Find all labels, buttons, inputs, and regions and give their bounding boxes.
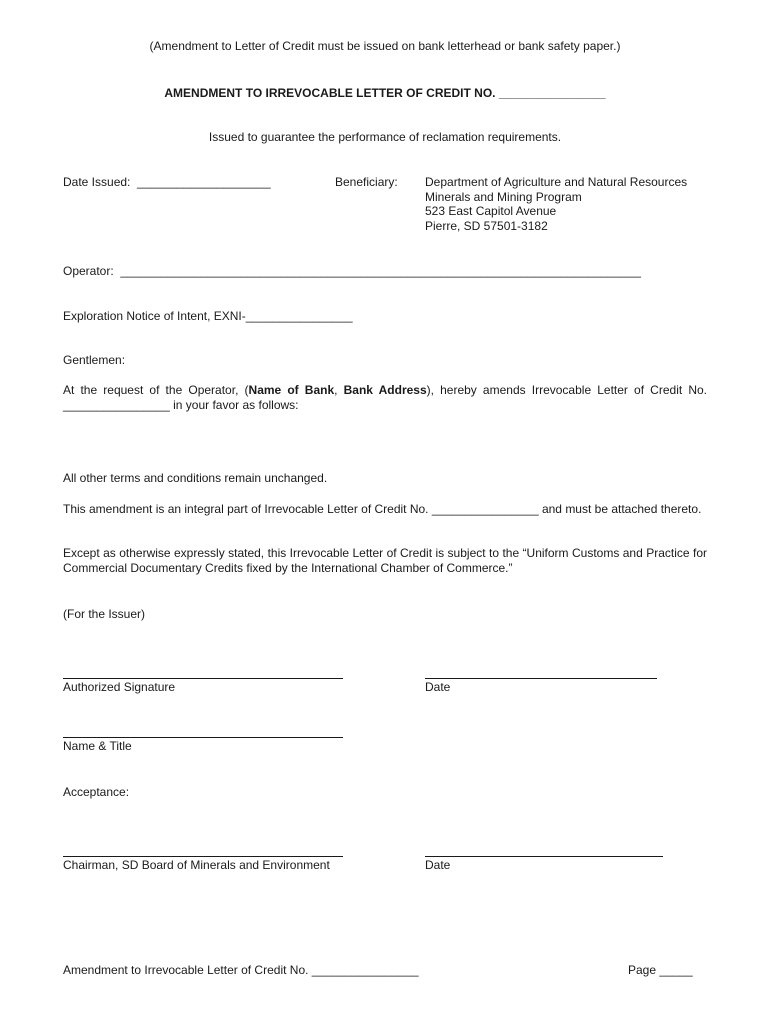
date-line-2 bbox=[425, 856, 663, 857]
request-separator: , bbox=[334, 383, 344, 397]
terms-unchanged: All other terms and conditions remain unchanged. bbox=[63, 471, 328, 485]
for-issuer-label: (For the Issuer) bbox=[63, 607, 146, 621]
ucp-paragraph: Except as otherwise expressly stated, this Irrevocable Letter of Credit is subject to the “Uniform Customs and Practice for Commercial Documentary Credits fixed by the International Chamber of Commerce.” bbox=[63, 546, 707, 575]
request-prefix: At the request of the Operator, ( bbox=[63, 383, 249, 397]
integral-part-paragraph: This amendment is an integral part of Irrevocable Letter of Credit No. ________________ and must be attached thereto. bbox=[63, 502, 702, 516]
name-title-label: Name & Title bbox=[63, 739, 132, 753]
request-paragraph bbox=[63, 383, 707, 413]
page-number: Page _____ bbox=[628, 963, 693, 977]
salutation: Gentlemen: bbox=[63, 353, 126, 367]
authorized-signature-label: Authorized Signature bbox=[63, 680, 176, 694]
footer-reference: Amendment to Irrevocable Letter of Credit No. ________________ bbox=[63, 963, 419, 977]
acceptance-label: Acceptance: bbox=[63, 785, 130, 799]
beneficiary-name: Department of Agriculture and Natural Resources bbox=[425, 175, 688, 189]
letterhead-note: (Amendment to Letter of Credit must be issued on bank letterhead or bank safety paper.) bbox=[149, 39, 621, 53]
date-label-2: Date bbox=[425, 858, 451, 872]
bank-address: Bank Address bbox=[343, 383, 427, 397]
beneficiary-program: Minerals and Mining Program bbox=[425, 190, 582, 204]
purpose-statement: Issued to guarantee the performance of reclamation requirements. bbox=[208, 130, 562, 144]
chairman-label: Chairman, SD Board of Minerals and Environment bbox=[63, 858, 330, 872]
date-label-1: Date bbox=[425, 680, 451, 694]
authorized-signature-line bbox=[63, 678, 343, 679]
name-title-line bbox=[63, 737, 343, 738]
date-issued-field: Date Issued: ____________________ bbox=[63, 175, 271, 189]
beneficiary-street: 523 East Capitol Avenue bbox=[425, 204, 557, 218]
beneficiary-label: Beneficiary: bbox=[335, 175, 398, 189]
date-line-1 bbox=[425, 678, 657, 679]
document-title: AMENDMENT TO IRREVOCABLE LETTER OF CREDIT NO. ________________ bbox=[164, 86, 606, 100]
exploration-notice-field: Exploration Notice of Intent, EXNI-________________ bbox=[63, 309, 353, 323]
beneficiary-city: Pierre, SD 57501-3182 bbox=[425, 219, 548, 233]
request-suffix: ), hereby amends Irrevocable Letter of Credit No. ________________ in your favor as follows: bbox=[63, 383, 707, 412]
bank-name: Name of Bank bbox=[248, 383, 335, 397]
operator-field: Operator: ______________________________________________________________________________ bbox=[63, 264, 641, 278]
chairman-signature-line bbox=[63, 856, 343, 857]
